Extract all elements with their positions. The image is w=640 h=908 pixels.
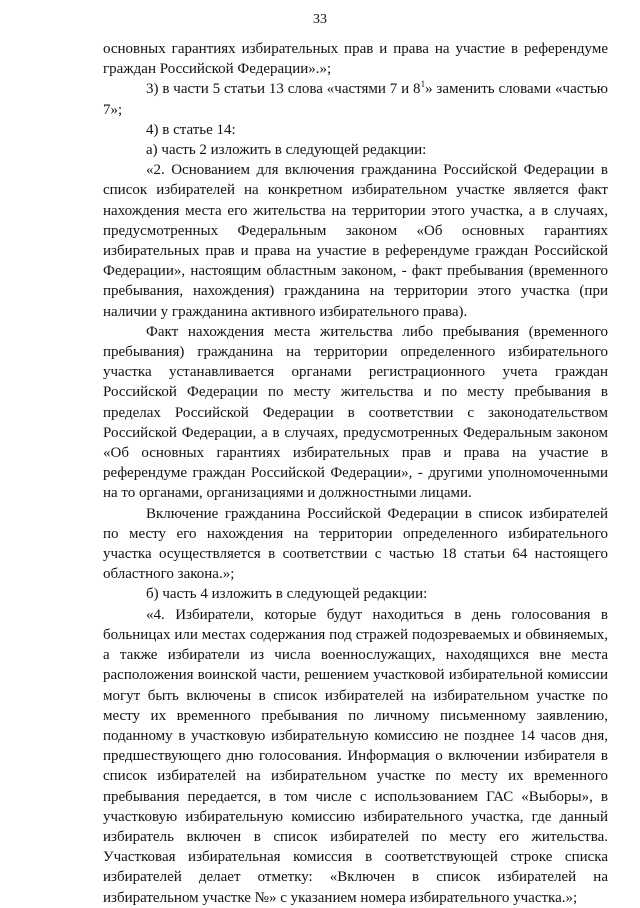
paragraph-subitem-b: б) часть 4 изложить в следующей редакции: (146, 586, 428, 603)
paragraph-subitem-a: а) часть 2 изложить в следующей редакции: (146, 142, 427, 159)
paragraph-part-2: «2. Основанием для включения гражданина Российской Федерации в список избирателей на конкретном избирательном участке является факт нахождения места его жительства на территории этого участка, а в случаях, предусмотренных Федеральным законом «Об основных гарантиях избирательных прав и права на участие в референдуме граждан Российской Федерации», настоящим областным законом, - факт пребывания (временного пребывания, нахождения) гражданина на территории этого участка (при наличии у гражданина активного избирательного права). (103, 162, 608, 320)
paragraph-fact-of-residence: Факт нахождения места жительства либо пребывания (временного пребывания) гражданина на территории определенного избирательного участка устанавливается органами регистрационного учета граждан Российской Федерации по месту жительства и по месту пребывания в пределах Российской Федерации в соответствии с законодательством Российской Федерации, а в случаях, предусмотренных Федеральным законом «Об основных гарантиях избирательных прав и права на участие в референдуме граждан Российской Федерации», - другими уполномоченными на то органами, организациями и должностными лицами. (103, 323, 608, 502)
paragraph-item-3-tail: » заменить словами «частью 7»; (103, 81, 608, 118)
paragraph-item-4: 4) в статье 14: (146, 121, 236, 138)
paragraph-part-4: «4. Избиратели, которые будут находиться в день голосования в больницах или местах содержания под стражей подозреваемых и обвиняемых, а также избиратели из числа военнослужащих, находящихся вне места расположения воинской части, решением участковой избирательной комиссии могут быть включены в список избирателей на избирательном участке по месту их временного пребывания по личному письменному заявлению, поданному в участковую избирательную комиссию не позднее 14 часов дня, предшествующего дню голосования. Информация о включении избирателя в список избирателей на избирательном участке по месту их временного пребывания передается, в том числе с использованием ГАС «Выборы», в участковую избирательную комиссию избирательного участка, где данный избиратель включен в список избирателей по месту его жительства. Участковая избирательная комиссия в соответствующей строке списка избирателей делает отметку: «Включен в список избирателей на избирательном участке №» с указанием номера избирательного участка.»; (103, 606, 608, 906)
superscript-index: 1 (420, 79, 426, 90)
paragraph-item-3 (103, 79, 608, 119)
paragraph-inclusion: Включение гражданина Российской Федерации в список избирателей по месту его нахождения на территории определенного избирательного участка осуществляется в соответствии с частью 18 статьи 64 настоящего областного закона.»; (103, 505, 608, 583)
paragraph-item-3-text: 3) в части 5 статьи 13 слова «частями 7 и 8 (146, 81, 421, 98)
paragraph-continuation: основных гарантиях избирательных прав и права на участие в референдуме граждан Российской Федерации».»; (103, 41, 608, 78)
page-number: 33 (313, 12, 327, 27)
document-body (103, 39, 608, 908)
